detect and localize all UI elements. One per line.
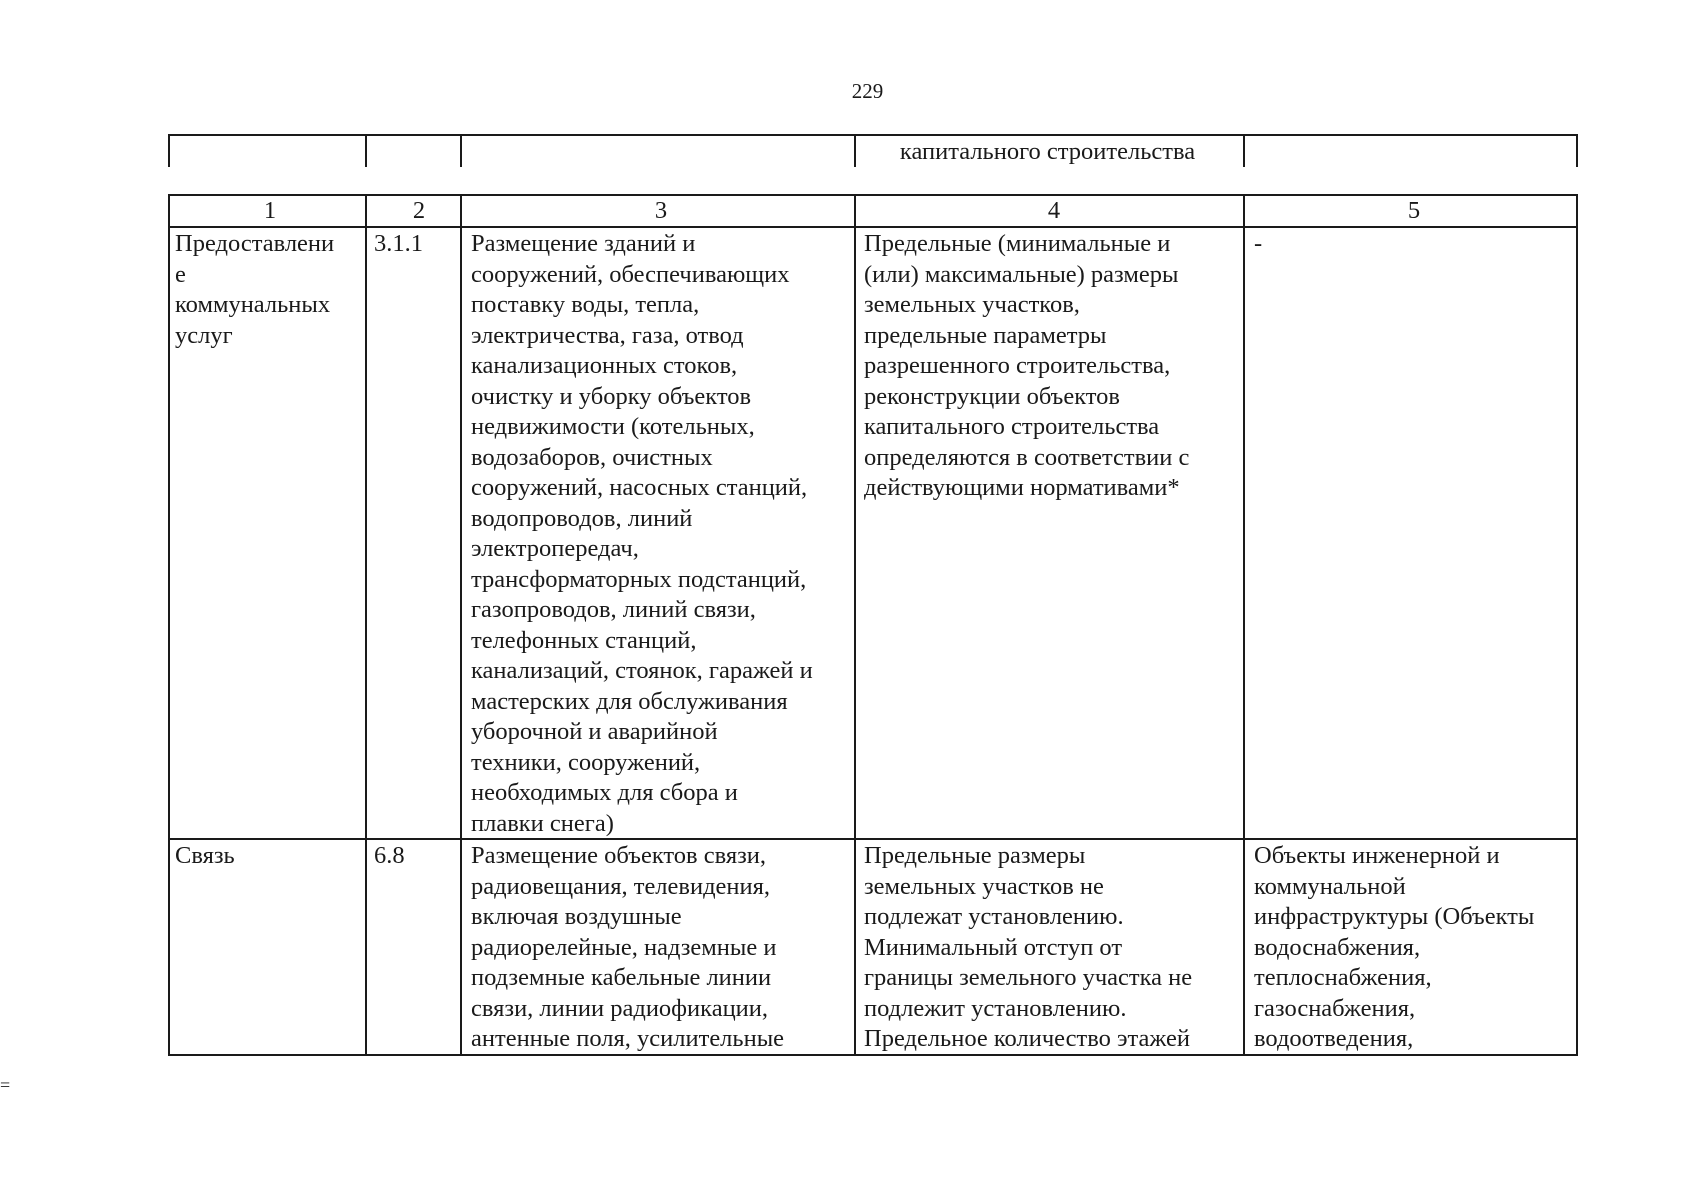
column-header: 3 bbox=[654, 197, 668, 224]
continuation-divider bbox=[365, 134, 367, 167]
land-use-code: 6.8 bbox=[374, 842, 405, 869]
construction-parameters: Предельные (минимальные и (или) максимальные) размеры земельных участков, предельные параметры разрешенного строительства, реконструкции объектов капитального строительства определяются в соответствии с действующими нормативами* bbox=[864, 230, 1190, 501]
header-row-divider bbox=[168, 226, 1578, 228]
continuation-divider bbox=[168, 134, 170, 167]
continuation-divider bbox=[1576, 134, 1578, 167]
column-header: 5 bbox=[1407, 197, 1421, 224]
continuation-cell-text: капитального строительства bbox=[899, 138, 1196, 165]
margin-mark: = bbox=[0, 1075, 11, 1095]
continuation-divider bbox=[1243, 134, 1245, 167]
column-divider bbox=[365, 194, 367, 1056]
continuation-divider bbox=[460, 134, 462, 167]
land-use-description: Размещение зданий и сооружений, обеспечивающих поставку воды, тепла, электричества, газа, отвод канализационных стоков, очистку и уборку объектов недвижимости (котельных, водозаборов, очистных сооружений, насосных станций, водопроводов, линий электропередач, трансформаторных подстанций, газопроводов, линий связи, телефонных станций, канализаций, стоянок, гаражей и мастерских для обслуживания уборочной и аварийной техники, сооружений, необходимых для сбора и плавки снега) bbox=[471, 230, 813, 837]
column-header: 1 bbox=[263, 197, 277, 224]
restrictions: Объекты инженерной и коммунальной инфраструктуры (Объекты водоснабжения, теплоснабжения, газоснабжения, водоотведения, bbox=[1254, 842, 1535, 1052]
column-header: 2 bbox=[412, 197, 426, 224]
row-divider bbox=[168, 838, 1578, 840]
land-use-description: Размещение объектов связи, радиовещания, телевидения, включая воздушные радиорелейные, надземные и подземные кабельные линии связи, линии радиофикации, антенные поля, усилительные bbox=[471, 842, 785, 1052]
page-number: 229 bbox=[851, 79, 884, 103]
restrictions: - bbox=[1254, 230, 1263, 257]
continuation-top-border bbox=[168, 134, 1577, 136]
column-divider bbox=[854, 194, 856, 1056]
land-use-name: Предоставлени е коммунальных услуг bbox=[175, 230, 335, 349]
land-use-name: Связь bbox=[175, 842, 235, 869]
column-header: 4 bbox=[1047, 197, 1061, 224]
land-use-code: 3.1.1 bbox=[374, 230, 423, 257]
construction-parameters: Предельные размеры земельных участков не подлежат установлению. Минимальный отступ от границы земельного участка не подлежит установлению. Предельное количество этажей bbox=[864, 842, 1193, 1052]
